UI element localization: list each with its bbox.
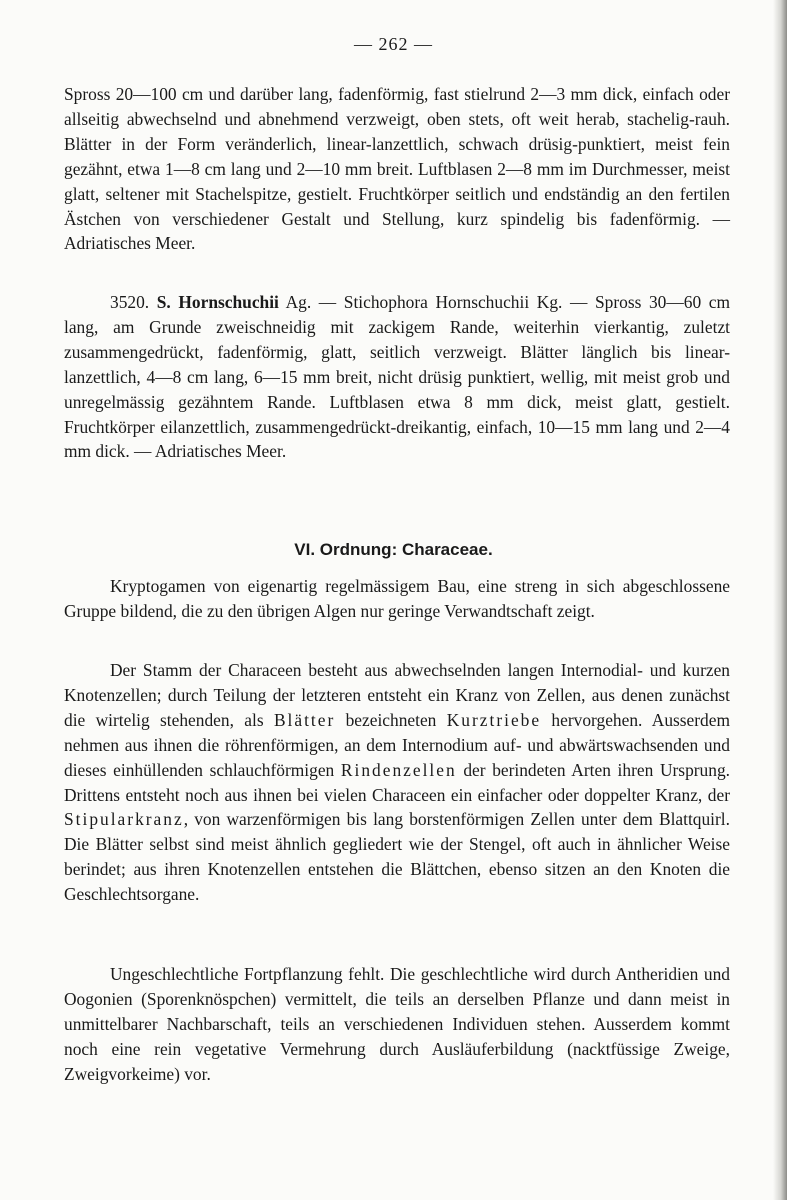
paragraph-spross: Spross 20—100 cm und darüber lang, fadenförmig, fast stielrund 2—3 mm dick, einfach oder allseitig abwechselnd und abnehmend verzweigt, oben stets, oft weit herab, stachelig-rauh. Blätter in der Form veränderlich, linear-lanzettlich, schwach drüsig-punktiert, meist fein gezähnt, etwa 1—8 cm lang und 2—10 mm breit. Luftblasen 2—8 mm im Durchmesser, meist glatt, seltener mit Stachelspitze, gestielt. Fruchtkörper seitlich und endständig an den fertilen Ästchen von verschiedener Gestalt und Stellung, kurz spindelig bis fadenförmig. — Adriatisches Meer.	[64, 84, 730, 254]
text-run: hervorgehen. Ausserdem nehmen aus ihnen die röhrenförmigen, an dem Internodium auf- und abwärtswachsenden und dieses einhüllenden schlauchförmigen	[64, 709, 730, 780]
paragraph-stamm	[64, 658, 730, 907]
species-entry-3520	[64, 290, 730, 464]
species-name: S. Hornschuchii	[156, 292, 279, 312]
species-description-continued	[64, 82, 730, 256]
term-rindenzellen: Rindenzellen	[340, 759, 457, 780]
species-author: Ag.	[285, 292, 312, 312]
term-stipularkranz: Stipularkranz	[64, 809, 184, 830]
term-kurztriebe: Kurztriebe	[446, 709, 542, 730]
intro-section	[64, 574, 730, 624]
text-run: Der Stamm der Characeen besteht aus abwechselnden langen Internodial- und kurzen Knotenzellen; durch Teilung der letzteren entsteht ein Kranz von Zellen, aus denen zunächst die wirtelig stehenden, als	[64, 660, 730, 730]
text-run: der berindeten Arten ihren Ursprung. Drittens entsteht noch aus ihnen bei vielen Characeen ein einfacher oder doppelter Kranz, der	[64, 759, 730, 805]
entry-text: — Stichophora Hornschuchii Kg. — Spross 30—60 cm lang, am Grunde zweischneidig mit zackigem Rande, weiterhin vierkantig, zuletzt zusammengedrückt, fadenförmig, glatt, seitlich verzweigt. Blätter länglich bis linear-lanzettlich, 4—8 cm lang, 6—15 mm breit, nicht drüsig punktiert, wellig, mit meist grob und unregelmässig gezähntem Rande. Luftblasen etwa 8 mm dick, meist glatt, gestielt. Fruchtkörper eilanzettlich, zusammengedrückt-dreikantig, einfach, 10—15 mm lang und 2—4 mm dick. — Adriatisches Meer.	[64, 292, 730, 462]
term-blaetter: Blätter	[273, 709, 336, 730]
entry-3520-paragraph	[64, 290, 730, 464]
entry-number: 3520.	[110, 292, 150, 312]
text-run: bezeichneten	[335, 709, 447, 730]
fortpflanzung-section	[64, 962, 730, 1087]
section-heading: VI. Ordnung: Characeae.	[294, 540, 493, 559]
paragraph-fortpflanzung: Ungeschlechtliche Fortpflanzung fehlt. Die geschlechtliche wird durch Antheridien und Oogonien (Sporenknöspchen) vermittelt, die teils an derselben Pflanze und dann meist in unmittelbarer Nachbarschaft, teils an verschiedenen Individuen stehen. Ausserdem kommt noch eine rein vegetative Vermehrung durch Ausläuferbildung (nacktfüssige Zweige, Zweigvorkeime) vor.	[64, 964, 730, 1084]
page-number: — 262 —	[354, 34, 433, 54]
page-edge-shadow	[773, 0, 787, 1200]
stamm-section	[64, 658, 730, 907]
text-run: , von warzenförmigen bis lang borstenförmigen Zellen unter dem Blattquirl. Die Blätter selbst sind meist ähnlich gegliedert wie der Stengel, oft auch in ähnlicher Weise berindet; aus ihren Knotenzellen entstehen die Blättchen, ebenso sitzen an den Knoten die Geschlechtsorgane.	[64, 809, 730, 905]
paragraph-intro: Kryptogamen von eigenartig regelmässigem Bau, eine streng in sich abgeschlossene Gruppe bildend, die zu den übrigen Algen nur geringe Verwandtschaft zeigt.	[64, 576, 730, 621]
